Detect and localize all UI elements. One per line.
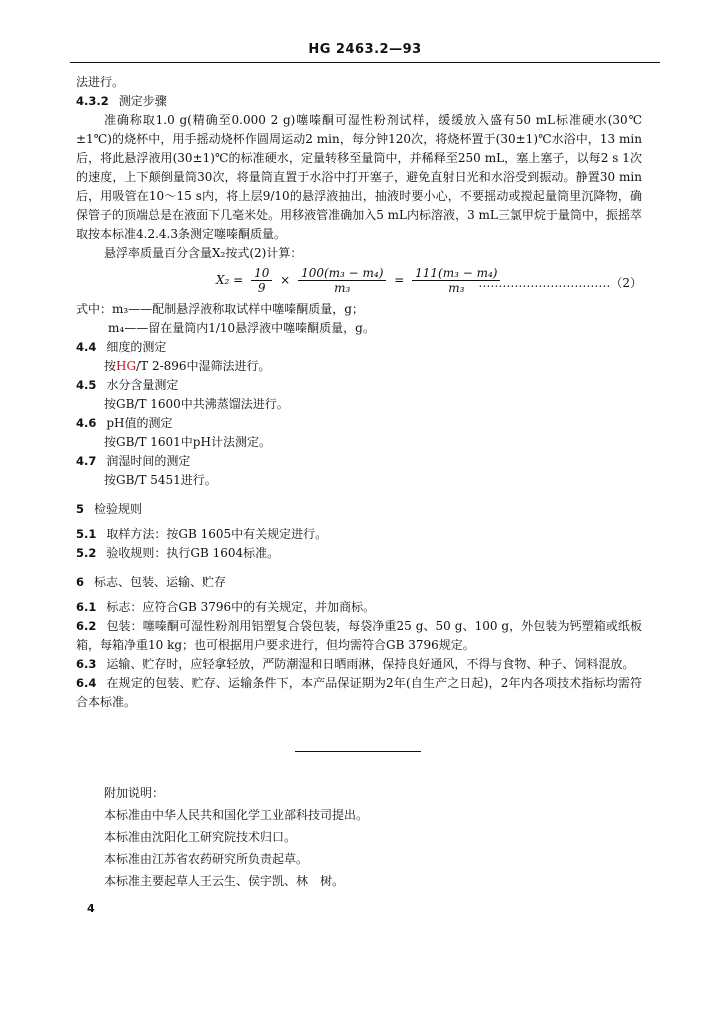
section-text: 取样方法：按GB 1605中有关规定进行。 [106, 527, 328, 541]
section-number: 4.5 [76, 378, 97, 392]
fraction-2-numerator: 100(m₃ − m₄) [298, 266, 386, 281]
notes-line: 本标准由沈阳化工研究院技术归口。 [104, 830, 297, 844]
section-text: 运输、贮存时，应轻拿轻放，严防潮湿和日晒雨淋，保持良好通风，不得与食物、种子、饲料混放。 [106, 657, 635, 671]
section-text: 标志：应符合GB 3796中的有关规定，并加商标。 [106, 600, 376, 614]
section-6-heading [76, 573, 642, 592]
section-number: 4.6 [76, 416, 97, 430]
section-5-heading [76, 500, 642, 519]
section-4-3-2-heading [76, 92, 642, 111]
intro-line: 法进行。 [76, 75, 125, 89]
section-title: 检验规则 [94, 502, 143, 516]
section-number: 6.2 [76, 619, 97, 633]
section-4-3-2-paragraph: 准确称取1.0 g(精确至0.000 2 g)噻嗪酮可湿性粉剂试样，缓缓放入盛有50 mL标准硬水(30℃±1℃)的烧杯中，用手摇动烧杯作圆周运动2 min，每分钟120次，将烧杯置于(30±1)℃水浴中，13 min后，将此悬浮液用(30±1)℃的标准硬水，定量转移至量筒中，并稀释至250 mL，塞上塞子，以每2 s 1次的速度，上下颠倒量筒30次，将量筒直置于水浴中打开塞子，避免直射日光和水浴受到振动。静置30 min后，用吸管在10～15 s内，将上层9/10的悬浮液抽出，抽液时要小心，不要摇动或搅起量筒里沉降物，确保管子的顶端总是在液面下几毫米处。用移液管准确加入5 mL内标溶液，3 mL三氯甲烷于量筒中，振摇萃取按本标准4.2.4.3条测定噻嗪酮质量。 [76, 113, 642, 241]
formula-definitions [76, 300, 642, 338]
text-fragment: /T 2-896中湿筛法进行。 [136, 359, 271, 373]
fraction-3-numerator: 111(m₃ − m₄) [412, 266, 500, 281]
fraction-1-denominator: 9 [257, 281, 266, 295]
fraction-3-denominator: m₃ [448, 281, 465, 295]
section-title: pH值的测定 [106, 416, 173, 430]
section-6-3 [76, 655, 642, 674]
equals-sign: = [394, 273, 405, 287]
formula-lhs: X₂ = [216, 273, 244, 287]
section-title: 水分含量测定 [106, 378, 179, 392]
section-title: 测定步骤 [118, 94, 167, 108]
notes-line: 本标准由江苏省农药研究所负责起草。 [104, 852, 309, 866]
page-number: 4 [87, 902, 95, 915]
formula-2 [76, 266, 642, 298]
text-fragment: 按 [104, 359, 117, 373]
section-4-5-heading [76, 376, 642, 395]
section-number: 6.1 [76, 600, 97, 614]
definition-m3: 式中：m₃——配制悬浮液称取试样中噻嗪酮质量，g； [76, 302, 364, 316]
section-title: 润湿时间的测定 [106, 454, 191, 468]
section-number: 5.1 [76, 527, 97, 541]
section-4-4-heading [76, 338, 642, 357]
section-text: 包装：噻嗪酮可湿性粉剂用铝塑复合袋包装，每袋净重25 g、50 g、100 g，外包装为钙塑箱或纸板箱，每箱净重10 kg；也可根据用户要求进行，但均需符合GB 3796规定。 [76, 619, 642, 652]
main-content [76, 73, 642, 712]
section-6-1 [76, 598, 642, 617]
notes-line: 本标准主要起草人王云生、侯宇凯、林 树。 [104, 874, 345, 888]
fraction-1-numerator: 10 [251, 266, 272, 281]
section-number: 5 [76, 502, 85, 516]
section-number: 6 [76, 575, 85, 589]
section-4-5-text: 按GB/T 1600中共沸蒸馏法进行。 [104, 397, 289, 411]
section-4-7-heading [76, 452, 642, 471]
section-4-6-text: 按GB/T 1601中pH计法测定。 [104, 435, 271, 449]
section-number: 4.4 [76, 340, 97, 354]
section-number: 6.3 [76, 657, 97, 671]
formula-intro: 悬浮率质量百分含量X₂按式(2)计算： [104, 246, 303, 260]
section-4-7-text: 按GB/T 5451进行。 [104, 473, 217, 487]
additional-notes [104, 782, 624, 892]
formula-expression [216, 266, 504, 295]
fraction-2 [298, 266, 386, 295]
hg-highlight: HG [116, 359, 137, 373]
section-5-2 [76, 544, 642, 563]
fraction-1 [251, 266, 272, 295]
section-4-4-text [76, 357, 642, 376]
definition-m4: m₄——留在量筒内1/10悬浮液中噻嗪酮质量，g。 [108, 321, 375, 335]
formula-number: ……………………………（2） [478, 276, 642, 290]
header-rule [70, 62, 660, 63]
section-number: 4.7 [76, 454, 97, 468]
section-title: 细度的测定 [106, 340, 167, 354]
notes-line: 本标准由中华人民共和国化学工业部科技司提出。 [104, 808, 369, 822]
section-text: 在规定的包装、贮存、运输条件下，本产品保证期为2年(自生产之日起)，2年内各项技术指标均需符合本标准。 [76, 676, 642, 709]
section-text: 验收规则：执行GB 1604标准。 [106, 546, 280, 560]
fraction-2-denominator: m₃ [334, 281, 351, 295]
header-title: HG 2463.2—93 [308, 42, 422, 57]
section-number: 5.2 [76, 546, 97, 560]
separator-line [295, 751, 421, 752]
section-5-1 [76, 525, 642, 544]
section-6-2 [76, 617, 642, 655]
times-sign: × [280, 273, 291, 287]
section-number: 4.3.2 [76, 94, 109, 108]
section-title: 标志、包装、运输、贮存 [94, 575, 227, 589]
section-4-6-heading [76, 414, 642, 433]
section-number: 6.4 [76, 676, 97, 690]
notes-title: 附加说明： [104, 786, 165, 800]
section-6-4 [76, 674, 642, 712]
